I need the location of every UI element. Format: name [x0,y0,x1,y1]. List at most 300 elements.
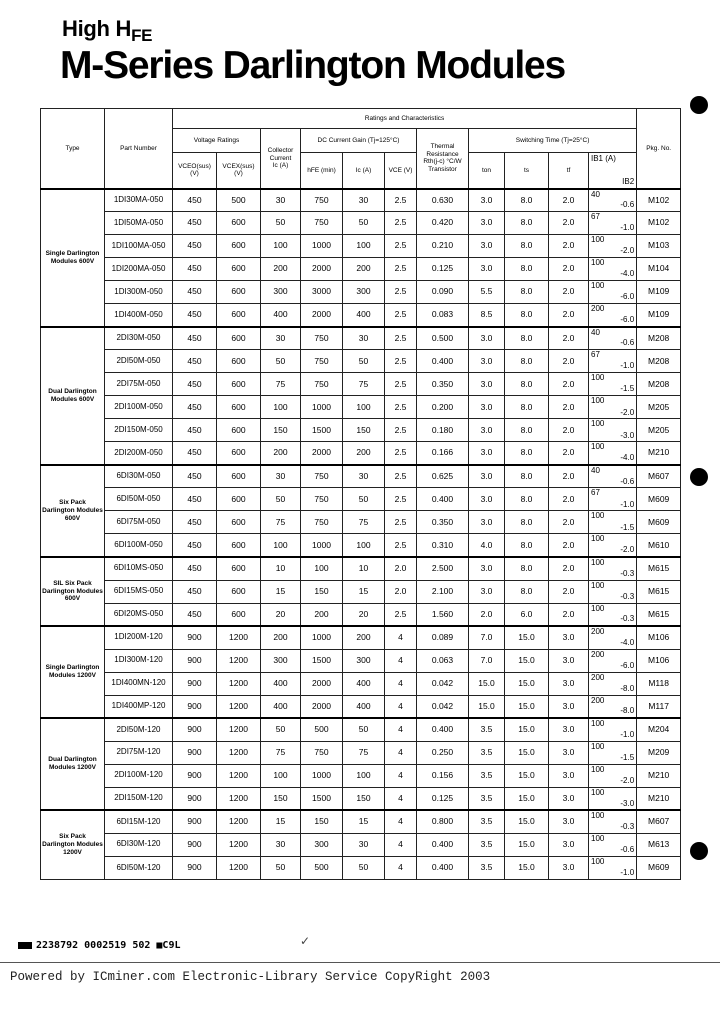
thermal-resistance-cell: 0.125 [417,258,469,281]
header-ib [589,153,637,189]
ib1-value: 200 [591,304,605,314]
tf-cell: 3.0 [549,764,589,787]
base-current-cell [589,649,637,672]
part-number-cell: 6DI15MS-050 [105,580,173,603]
gain-ic-cell: 50 [343,488,385,511]
package-cell: M607 [637,810,681,833]
vceo-sus-cell: 900 [173,741,217,764]
thermal-resistance-cell: 0.800 [417,810,469,833]
hfe-min-cell: 2000 [301,304,343,327]
ton-cell: 7.0 [469,649,505,672]
table-row [41,396,681,419]
vceo-sus-cell: 900 [173,649,217,672]
collector-current-cell: 50 [261,856,301,879]
ts-cell: 8.0 [505,373,549,396]
header-gain-ic: Ic (A) [343,153,385,189]
ib1-value: 200 [591,649,605,659]
collector-current-cell: 15 [261,580,301,603]
ts-cell: 8.0 [505,419,549,442]
ts-cell: 15.0 [505,672,549,695]
base-current-cell [589,557,637,580]
module-spec-table [40,108,681,880]
table-body [41,189,681,880]
binder-hole-mark [690,468,708,486]
thermal-resistance-cell: 0.250 [417,741,469,764]
gain-vce-cell: 2.5 [385,511,417,534]
tf-cell: 3.0 [549,626,589,649]
part-number-cell: 2DI150M-050 [105,419,173,442]
vceo-sus-cell: 450 [173,488,217,511]
ton-cell: 3.5 [469,787,505,810]
vcex-sus-cell: 1200 [217,810,261,833]
footer-credit: Powered by ICminer.com Electronic-Library Service CopyRight 2003 [10,970,491,984]
vceo-sus-cell: 900 [173,695,217,718]
gain-ic-cell: 50 [343,350,385,373]
thermal-resistance-cell: 0.200 [417,396,469,419]
ib2-value: -0.6 [620,476,635,486]
collector-current-cell: 30 [261,327,301,350]
part-number-cell: 1DI400M-050 [105,304,173,327]
gain-vce-cell: 2.5 [385,258,417,281]
package-cell: M210 [637,442,681,465]
tf-cell: 2.0 [549,534,589,557]
gain-ic-cell: 200 [343,626,385,649]
part-number-cell: 2DI100M-050 [105,396,173,419]
gain-ic-cell: 300 [343,649,385,672]
base-current-cell [589,350,637,373]
ton-cell: 3.5 [469,833,505,856]
thermal-resistance-cell: 0.180 [417,419,469,442]
package-cell: M104 [637,258,681,281]
hfe-min-cell: 100 [301,557,343,580]
collector-current-cell: 75 [261,373,301,396]
collector-current-cell: 75 [261,741,301,764]
table-row [41,465,681,488]
gain-vce-cell: 4 [385,787,417,810]
hfe-min-cell: 1500 [301,649,343,672]
ib2-value: -4.0 [620,269,635,279]
vcex-sus-cell: 600 [217,603,261,626]
vceo-sus-cell: 450 [173,327,217,350]
gain-vce-cell: 2.5 [385,419,417,442]
part-number-cell: 2DI100M-120 [105,764,173,787]
vceo-sus-cell: 450 [173,580,217,603]
vcex-sus-cell: 500 [217,189,261,212]
hfe-min-cell: 200 [301,603,343,626]
ts-cell: 15.0 [505,764,549,787]
vceo-sus-cell: 450 [173,304,217,327]
vceo-sus-cell: 900 [173,672,217,695]
ton-cell: 3.5 [469,810,505,833]
package-cell: M210 [637,787,681,810]
ib2-value: -0.6 [620,338,635,348]
ts-cell: 8.0 [505,281,549,304]
header-ib1: IB1 (A) [591,154,616,163]
catalog-code-text: 2238792 0002519 502 ■C9L [36,940,181,951]
collector-current-cell: 400 [261,304,301,327]
ib2-value: -1.5 [620,384,635,394]
ts-cell: 8.0 [505,465,549,488]
ts-cell: 8.0 [505,580,549,603]
base-current-cell [589,741,637,764]
base-current-cell [589,304,637,327]
table-row [41,235,681,258]
hfe-min-cell: 750 [301,373,343,396]
gain-vce-cell: 2.5 [385,442,417,465]
gain-ic-cell: 400 [343,304,385,327]
barcode-mark [18,942,32,949]
thermal-resistance-cell: 0.166 [417,442,469,465]
ib2-value: -6.0 [620,314,635,324]
collector-current-cell: 50 [261,212,301,235]
ton-cell: 3.0 [469,189,505,212]
part-number-cell: 6DI30M-050 [105,465,173,488]
ts-cell: 8.0 [505,511,549,534]
ib1-value: 100 [591,396,605,406]
header-part-number: Part Number [105,109,173,189]
table-row [41,327,681,350]
base-current-cell [589,327,637,350]
package-cell: M610 [637,534,681,557]
hfe-min-cell: 2000 [301,258,343,281]
collector-current-cell: 150 [261,419,301,442]
gain-ic-cell: 400 [343,695,385,718]
vceo-sus-cell: 450 [173,603,217,626]
ton-cell: 3.0 [469,580,505,603]
package-cell: M208 [637,327,681,350]
part-number-cell: 6DI30M-120 [105,833,173,856]
ib1-value: 100 [591,719,605,729]
ib2-value: -2.0 [620,246,635,256]
tf-cell: 3.0 [549,810,589,833]
vcex-sus-cell: 1200 [217,695,261,718]
hfe-min-cell: 1000 [301,626,343,649]
ib2-value: -1.5 [620,752,635,762]
part-number-cell: 1DI50MA-050 [105,212,173,235]
package-cell: M615 [637,580,681,603]
hfe-min-cell: 1500 [301,419,343,442]
ts-cell: 8.0 [505,442,549,465]
ton-cell: 3.0 [469,350,505,373]
package-cell: M102 [637,189,681,212]
part-number-cell: 2DI75M-120 [105,741,173,764]
tf-cell: 3.0 [549,695,589,718]
ib2-value: -8.0 [620,706,635,716]
vceo-sus-cell: 450 [173,419,217,442]
vceo-sus-cell: 900 [173,856,217,879]
package-cell: M209 [637,741,681,764]
collector-current-cell: 50 [261,488,301,511]
header-ic: Ic (A) [272,161,289,169]
vceo-sus-cell: 450 [173,465,217,488]
section-type: Single Darlington Modules 600V [41,189,105,327]
part-number-cell: 6DI75M-050 [105,511,173,534]
header-collector-current-label: Collector Current [267,147,294,162]
section-type: Six Pack Darlington Modules 600V [41,465,105,557]
gain-ic-cell: 75 [343,373,385,396]
gain-ic-cell: 50 [343,212,385,235]
vcex-sus-cell: 1200 [217,672,261,695]
table-row [41,442,681,465]
ts-cell: 15.0 [505,695,549,718]
header-ratings-group: Ratings and Characteristics [173,109,637,129]
package-cell: M109 [637,281,681,304]
ton-cell: 3.0 [469,511,505,534]
gain-ic-cell: 100 [343,396,385,419]
gain-ic-cell: 30 [343,833,385,856]
tf-cell: 2.0 [549,258,589,281]
table-row [41,304,681,327]
ts-cell: 15.0 [505,833,549,856]
ts-cell: 8.0 [505,534,549,557]
base-current-cell [589,189,637,212]
hfe-min-cell: 750 [301,741,343,764]
thermal-resistance-cell: 0.350 [417,373,469,396]
gain-vce-cell: 4 [385,718,417,741]
hfe-min-cell: 150 [301,810,343,833]
ib1-value: 40 [591,465,600,475]
package-cell: M609 [637,856,681,879]
base-current-cell [589,764,637,787]
thermal-resistance-cell: 0.625 [417,465,469,488]
header-subtitle [62,16,152,46]
ton-cell: 5.5 [469,281,505,304]
collector-current-cell: 30 [261,833,301,856]
base-current-cell [589,626,637,649]
tf-cell: 3.0 [549,787,589,810]
base-current-cell [589,695,637,718]
gain-ic-cell: 75 [343,511,385,534]
table-row [41,787,681,810]
thermal-resistance-cell: 0.350 [417,511,469,534]
ib2-value: -2.0 [620,545,635,555]
ib2-value: -1.0 [620,223,635,233]
vceo-sus-cell: 450 [173,396,217,419]
hfe-min-cell: 1000 [301,534,343,557]
hfe-min-cell: 750 [301,488,343,511]
ib1-value: 100 [591,373,605,383]
tf-cell: 2.0 [549,442,589,465]
thermal-resistance-cell: 0.400 [417,718,469,741]
gain-ic-cell: 15 [343,580,385,603]
table-row [41,810,681,833]
ib1-value: 100 [591,419,605,429]
package-cell: M607 [637,465,681,488]
tf-cell: 3.0 [549,833,589,856]
thermal-resistance-cell: 0.400 [417,350,469,373]
ton-cell: 3.0 [469,212,505,235]
gain-ic-cell: 15 [343,810,385,833]
hfe-min-cell: 750 [301,212,343,235]
ton-cell: 4.0 [469,534,505,557]
part-number-cell: 1DI200MA-050 [105,258,173,281]
ton-cell: 3.5 [469,856,505,879]
base-current-cell [589,488,637,511]
vcex-sus-cell: 600 [217,419,261,442]
package-cell: M109 [637,304,681,327]
package-cell: M609 [637,488,681,511]
base-current-cell [589,212,637,235]
hfe-min-cell: 2000 [301,442,343,465]
ib1-value: 200 [591,672,605,682]
part-number-cell: 1DI300M-120 [105,649,173,672]
ib1-value: 40 [591,327,600,337]
table-row [41,189,681,212]
ib2-value: -0.3 [620,614,635,624]
package-cell: M117 [637,695,681,718]
collector-current-cell: 400 [261,672,301,695]
tf-cell: 2.0 [549,511,589,534]
ts-cell: 8.0 [505,327,549,350]
hfe-min-cell: 3000 [301,281,343,304]
vceo-sus-cell: 900 [173,718,217,741]
gain-ic-cell: 75 [343,741,385,764]
thermal-resistance-cell: 0.630 [417,189,469,212]
table-row [41,603,681,626]
header-dc-gain: DC Current Gain (Tj=125°C) [301,129,417,153]
part-number-cell: 2DI30M-050 [105,327,173,350]
section-type: Single Darlington Modules 1200V [41,626,105,718]
page-title: M-Series Darlington Modules [60,44,565,87]
ton-cell: 3.0 [469,396,505,419]
header-hfe-min: hFE (min) [301,153,343,189]
ton-cell: 3.0 [469,235,505,258]
vcex-sus-cell: 600 [217,281,261,304]
part-number-cell: 1DI200M-120 [105,626,173,649]
hfe-min-cell: 2000 [301,672,343,695]
base-current-cell [589,396,637,419]
package-cell: M210 [637,764,681,787]
vcex-sus-cell: 600 [217,396,261,419]
ib2-value: -1.0 [620,361,635,371]
thermal-resistance-cell: 2.100 [417,580,469,603]
vcex-sus-cell: 600 [217,258,261,281]
ib1-value: 100 [591,442,605,452]
thermal-resistance-cell: 0.083 [417,304,469,327]
ton-cell: 8.5 [469,304,505,327]
collector-current-cell: 200 [261,442,301,465]
ib1-value: 100 [591,534,605,544]
ib2-value: -2.0 [620,776,635,786]
vcex-sus-cell: 600 [217,212,261,235]
part-number-cell: 2DI150M-120 [105,787,173,810]
vceo-sus-cell: 450 [173,350,217,373]
ib1-value: 100 [591,741,605,751]
hfe-min-cell: 500 [301,718,343,741]
base-current-cell [589,511,637,534]
thermal-resistance-cell: 0.400 [417,833,469,856]
table-row [41,649,681,672]
header-tf: tf [549,153,589,189]
ts-cell: 8.0 [505,488,549,511]
vceo-sus-cell: 900 [173,764,217,787]
thermal-resistance-cell: 0.310 [417,534,469,557]
vceo-sus-cell: 450 [173,373,217,396]
catalog-code [18,940,378,954]
collector-current-cell: 75 [261,511,301,534]
ib1-value: 100 [591,235,605,245]
collector-current-cell: 50 [261,350,301,373]
ib1-value: 67 [591,212,600,222]
part-number-cell: 6DI15M-120 [105,810,173,833]
collector-current-cell: 30 [261,189,301,212]
base-current-cell [589,856,637,879]
table-row [41,626,681,649]
collector-current-cell: 100 [261,396,301,419]
gain-vce-cell: 2.5 [385,304,417,327]
collector-current-cell: 20 [261,603,301,626]
hfe-min-cell: 750 [301,465,343,488]
thermal-resistance-cell: 0.400 [417,488,469,511]
base-current-cell [589,281,637,304]
base-current-cell [589,442,637,465]
gain-ic-cell: 300 [343,281,385,304]
table-row [41,350,681,373]
vceo-sus-cell: 900 [173,810,217,833]
ts-cell: 15.0 [505,787,549,810]
vceo-sus-cell: 900 [173,833,217,856]
vcex-sus-cell: 600 [217,557,261,580]
ts-cell: 15.0 [505,649,549,672]
vcex-sus-cell: 1200 [217,856,261,879]
ib1-value: 100 [591,603,605,613]
thermal-resistance-cell: 0.042 [417,695,469,718]
gain-ic-cell: 100 [343,235,385,258]
ib1-value: 67 [591,350,600,360]
vcex-sus-cell: 1200 [217,741,261,764]
ib1-value: 100 [591,511,605,521]
collector-current-cell: 100 [261,235,301,258]
gain-vce-cell: 2.0 [385,580,417,603]
header-collector-current [261,129,301,189]
gain-vce-cell: 4 [385,672,417,695]
package-cell: M204 [637,718,681,741]
ib1-value: 100 [591,281,605,291]
thermal-resistance-cell: 0.156 [417,764,469,787]
hfe-min-cell: 1500 [301,787,343,810]
package-cell: M208 [637,373,681,396]
vceo-sus-cell: 450 [173,557,217,580]
gain-ic-cell: 100 [343,534,385,557]
tf-cell: 2.0 [549,603,589,626]
base-current-cell [589,603,637,626]
part-number-cell: 6DI50M-050 [105,488,173,511]
vcex-sus-cell: 1200 [217,787,261,810]
ib1-value: 40 [591,189,600,199]
tf-cell: 2.0 [549,350,589,373]
header-thermal-resistance: Thermal Resistance Rth(j-c) °C/W Transistor [417,129,469,189]
ib2-value: -0.3 [620,822,635,832]
tf-cell: 3.0 [549,649,589,672]
vceo-sus-cell: 450 [173,281,217,304]
vcex-sus-cell: 1200 [217,718,261,741]
tf-cell: 2.0 [549,488,589,511]
tf-cell: 3.0 [549,672,589,695]
ton-cell: 15.0 [469,695,505,718]
part-number-cell: 1DI400MP-120 [105,695,173,718]
ts-cell: 15.0 [505,626,549,649]
gain-vce-cell: 2.5 [385,603,417,626]
ib1-value: 100 [591,764,605,774]
ib2-value: -2.0 [620,407,635,417]
package-cell: M615 [637,603,681,626]
table-row [41,488,681,511]
tf-cell: 2.0 [549,373,589,396]
hfe-min-cell: 750 [301,189,343,212]
vceo-sus-cell: 450 [173,212,217,235]
ib1-value: 100 [591,580,605,590]
table-row [41,856,681,879]
